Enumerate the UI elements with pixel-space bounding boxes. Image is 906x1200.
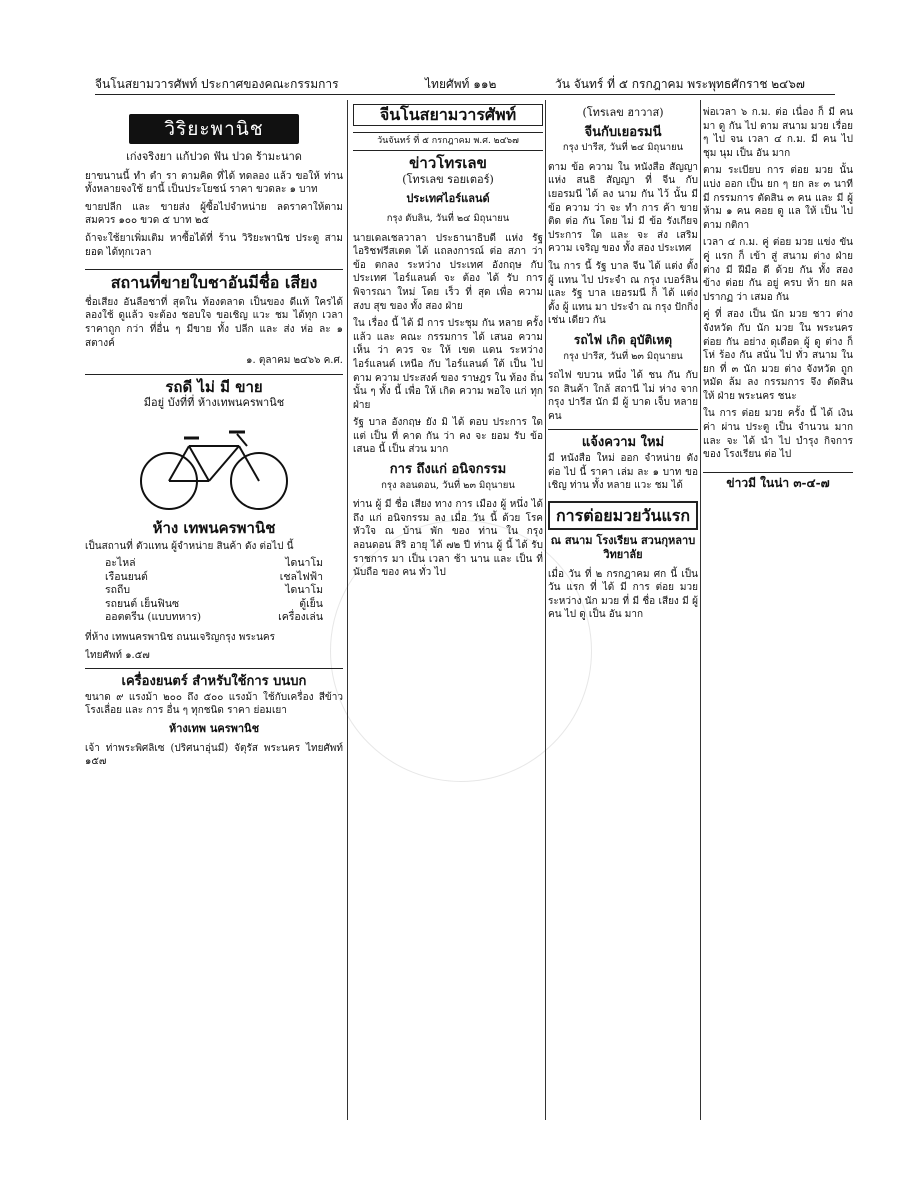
news-headline: การ ถึงแก่ อนิจกรรม [389,462,507,478]
news-city: กรุง ลอนดอน, วันที่ ๒๓ มิถุนายน [381,479,515,491]
news-body: รถไฟ ขบวน หนึ่ง ได้ ชน กัน กับ รถ สินค้า ใกล้ สถานี ไม่ ห่าง จาก กรุง ปารีส นัก มี ผู้ บาด เจ็บ หลาย คน [548,370,698,422]
ad-tagline: เก่งจริงยา แก้ปวด ฟัน ปวด ร้ามะนาด [126,150,302,163]
masthead-center: ไทยศัพท์ ๑๑๒ [425,77,497,91]
column-telegraph-news [353,100,543,1140]
table-row: อะไหล่ ไดนาโม [105,557,323,570]
news-city: กรุง ดับลิน, วันที่ ๒๔ มิถุนายน [386,212,510,224]
news-city: กรุง ปารีส, วันที่ ๒๓ มิถุนายน [563,350,683,362]
divider [85,668,343,669]
news-place: ประเทศไอร์แลนด์ [406,192,490,206]
table-row: ออตตรีน (แบบทหาร) เครื่องเล่น [105,611,323,624]
paper-dateline: วันจันทร์ ที่ ๕ กรกฎาคม พ.ศ. ๒๔๖๗ [353,132,543,152]
bicycle-ad-title: รถดี ไม่ มี ขาย [165,377,263,396]
news-body: ตาม ข้อ ความ ใน หนังสือ สัญญา แห่ง สนธิ สัญญา ที่ จีน กับ เยอรมนี ได้ ลง นาม กัน ไว้ นั้น มี ข้อ ความ ว่า จะ ทำ การ ค้า ขาย ติด ต่อ กัน โดย ไม่ มี ข้อ รังเกียจ ประการ ใด และ จะ ส่ง เสริม ความ เจริญ ของ ทั้ง สอง ประเทศ [548,161,698,255]
news-body: เมื่อ วัน ที่ ๒ กรกฎาคม ศก นี้ เป็น วัน แรก ที่ ได้ มี การ ต่อย มวย ระหว่าง นัก มวย ที่ มี ชื่อ เสียง มี ผู้ คน ไป ดู เป็น อัน มาก [548,568,698,621]
column-rule [347,100,348,1120]
news-body: ใน การ ต่อย มวย ครั้ง นี้ ได้ เงิน ค่า ผ่าน ประตู เป็น จำนวน มาก และ จะ ได้ นำ ไป บำรุง กิจการ ของ โรงเรียน ต่อ ไป [703,408,853,461]
shop-line: เป็นสถานที่ ตัวแทน ผู้จำหน่าย สินค้า ดัง ต่อไป นี้ [85,540,294,552]
news-body: ท่าน ผู้ มี ชื่อ เสียง ทาง การ เมือง ผู้ หนึ่ง ได้ ถึง แก่ อนิจกรรม ลง เมื่อ วัน นี้ ด้วย โรค หัวใจ ณ บ้าน พัก ของ ท่าน ใน กรุง ลอนดอน สิริ อายุ ได้ ๗๒ ปี ท่าน ผู้ นี้ ได้ รับ ราชการ มา เป็น เวลา ช้า นาน และ เป็น ที่ นับถือ ของ คน ทั่ว ไป [353,499,543,579]
page-masthead [95,72,835,95]
tea-section-title: สถานที่ขายใบชาอันมีชื่อ เสียง [85,269,343,290]
boxing-headline: การต่อยมวยวันแรก [548,501,698,531]
news-body: เวลา ๔ ก.ม. คู่ ต่อย มวย แข่ง ขัน คู่ แรก ก็ เข้า สู่ สนาม ต่าง ฝ่าย ต่าง มี ฝีมือ ดี ด้วย กัน ทั้ง สอง ข้าง ต่อย กัน อยู่ ครบ ห้า ยก ผล ปรากฏ ว่า เสมอ กัน [703,237,853,303]
column-rule [545,100,546,1120]
news-city: กรุง ปารีส, วันที่ ๒๔ มิถุนายน [562,142,684,154]
ad-intro: ยาขนานนี้ ทำ ตำ รา ตามคิด ที่ได้ ทดลอง แล้ว ขอให้ ท่าน ทั้งหลายจงใช้ ยานี้ เป็นประโยชน์ ราคา ขวดละ ๑ บาท [85,170,343,196]
news-body: ใน เรื่อง นี้ ได้ มี การ ประชุม กัน หลาย ครั้ง แล้ว และ คณะ กรรมการ ได้ เสนอ ความ เห็น ว่า ควร จะ ให้ เขต แดน ระหว่าง ไอร์แลนด์ เหนือ กับ ไอร์แลนด์ ใต้ เป็น ไป ตาม ความ ประสงค์ ของ ราษฎร ใน ท้อง ถิ่น นั้น ๆ ทั้ง นี้ เพื่อ ให้ เกิด ความ พอใจ แก่ ทุก ฝ่าย [353,318,543,411]
news-body: ตาม ระเบียบ การ ต่อย มวย นั้น แบ่ง ออก เป็น ยก ๆ ยก ละ ๓ นาที มี กรรมการ ตัดสิน ๓ คน และ มี ผู้ ห้าม ๑ คน คอย ดู แล ให้ เป็น ไป ตาม กติกา [703,165,853,231]
continued-note: ข่าวมี ในน่า ๓-๔-๗ [703,472,853,491]
havas-title: จีนกับเยอรมนี [584,124,662,140]
table-row: เรือนยนต์ เชลไฟฟ้า [105,570,323,583]
masthead-right: วัน จันทร์ ที่ ๕ กรกฎาคม พระพุทธศักราช ๒๔๖๗ [555,77,805,91]
tea-signature: ๑. ตุลาคม ๒๔๖๖ ค.ศ. [246,355,343,367]
product-table [85,557,343,625]
table-row: รถถีบ ไดนาโม [105,584,323,597]
ad-retail: ขายปลีก และ ขายส่ง ผู้ซื้อไปจำหน่าย ลดราคาให้ตามสมควร ๑๐๐ ขวด ๕ บาท ๒๕ [85,201,343,227]
news-headline: รถไฟ เกิด อุบัติเหตุ [573,332,673,347]
news-subtitle: (โทรเลข รอยเตอร์) [402,172,494,186]
news-body: พ่อเวลา ๖ ก.ม. ต่อ เนื่อง ก็ มี คน มา ดู กัน ไป ตาม สนาม มวย เรื่อย ๆ ไป จน เวลา ๔ ก.ม. มี คน ไป ชุม นุม เป็น อัน มาก [703,107,853,159]
shop-name: ห้าง เทพนครพานิช [152,518,276,537]
bicycle-illustration [129,416,299,516]
ad-banner: วิริยะพานิช [129,114,299,144]
news-body: นายเดลเชลวาลา ประธานาธิบดี แห่ง รัฐ ไอริชฟรีสเตต ได้ แถลงการณ์ ต่อ สภา ว่า ข้อ ตกลง ระหว่าง ประเทศ อังกฤษ กับ ประเทศ ไอร์แลนด์ จะ ต้อง ได้ รับ การ พิจารณา ใหม่ โดย เร็ว ที่ สุด เพื่อ ความ สงบ สุข ของ ทั้ง สอง ฝ่าย [353,232,543,312]
news-title: ข่าวโทรเลข [409,154,487,173]
shop-footer: ที่ห้าง เทพนครพานิช ถนนเจริญกรุง พระนคร [85,632,275,644]
masthead-left: จีนโนสยามวารศัพท์ ประกาศของคณะกรรมการ [95,77,339,91]
engine-ad-shop: ห้างเทพ นครพานิช [168,722,260,736]
column-havas-news [548,100,698,1140]
divider [548,429,698,430]
notice-body: มี หนังสือ ใหม่ ออก จำหน่าย ดัง ต่อ ไป นี้ ราคา เล่ม ละ ๑ บาท ขอ เชิญ ท่าน ทั้ง หลาย แวะ ชม ได้ [548,453,698,492]
boxing-subtitle: ณ สนาม โรงเรียน สวนกุหลาบวิทยาลัย [550,534,696,562]
divider [85,374,343,375]
ad-note: ถ้าจะใช้ยาเพิ่มเติม หาซื้อได้ที่ ร้าน วิริยะพานิช ประตู สามยอด ได้ทุกเวลา [85,232,343,258]
table-row: รถยนต์ เย็นฟินซ ตู้เย็น [105,597,323,610]
shop-phone: ไทยศัพท์ ๑.๕๗ [85,649,150,661]
news-body: รัฐ บาล อังกฤษ ยัง มิ ได้ ตอบ ประการ ใด แต่ เป็น ที่ คาด กัน ว่า คง จะ ยอม รับ ข้อ เสนอ นี้ เป็น ส่วน มาก [353,417,543,456]
engine-ad-title: เครื่องยนตร์ สำหรับใช้การ บนบก [121,674,307,690]
bicycle-ad-subtitle: มีอยู่ บังที่ที่ ห้างเทพนครพานิช [143,396,285,410]
havas-head: (โทรเลข ฮาวาส) [582,106,664,119]
notice-title: แจ้งความ ใหม่ [581,435,665,451]
news-body: คู่ ที่ สอง เป็น นัก มวย ชาว ต่าง จังหวัด กับ นัก มวย ใน พระนคร ต่อย กัน อย่าง ดุเดือด ผู้ ดู ต่าง ก็ โห่ ร้อง กัน สนั่น ไป ทั่ว สนาม ใน ยก ที่ ๓ นัก มวย ต่าง จังหวัด ถูก หมัด ล้ม ลง กรรมการ จึง ตัดสิน ให้ ฝ่าย พระนคร ชนะ [703,309,853,402]
column-rule [700,100,701,1120]
engine-ad-address: เจ้า ท่าพระพิศลิเซ (ปริศนาอุ่นมี) จัตุรัส พระนคร ไทยศัพท์ ๑๕๗ [85,742,343,768]
tea-section-body: ชื่อเสียง อันลือชาที่ สุดใน ท้องตลาด เป็นของ ดีแท้ ใครได้ ลองใช้ ดูแล้ว จะต้อง ชอบใจ ขอเชิญ แวะ ชม ได้ทุก เวลา ราคาถูก กว่า ที่อื่น ๆ มีขาย ทั้ง ปลีก และ ส่ง ห่อ ละ ๑ สตางค์ [85,296,343,349]
column-boxing-story [703,100,853,1140]
engine-ad-body: ขนาด ๙ แรงม้า ๒๐๐ ถึง ๕๐๐ แรงม้า ใช้กับเครื่อง สีข้าว โรงเลื่อย และ การ อื่น ๆ ทุกชนิด ราคา ย่อมเยา [85,691,343,717]
news-body: ใน การ นี้ รัฐ บาล จีน ได้ แต่ง ตั้ง ผู้ แทน ไป ประจำ ณ กรุง เบอร์ลิน และ รัฐ บาล เยอรมนี ก็ ได้ แต่ง ตั้ง ผู้ แทน มา ประจำ ณ กรุง ปักกิ่ง เช่น เดียว กัน [548,260,698,327]
paper-title: จีนโนสยามวารศัพท์ [353,104,543,126]
column-advertisements [85,100,343,1100]
